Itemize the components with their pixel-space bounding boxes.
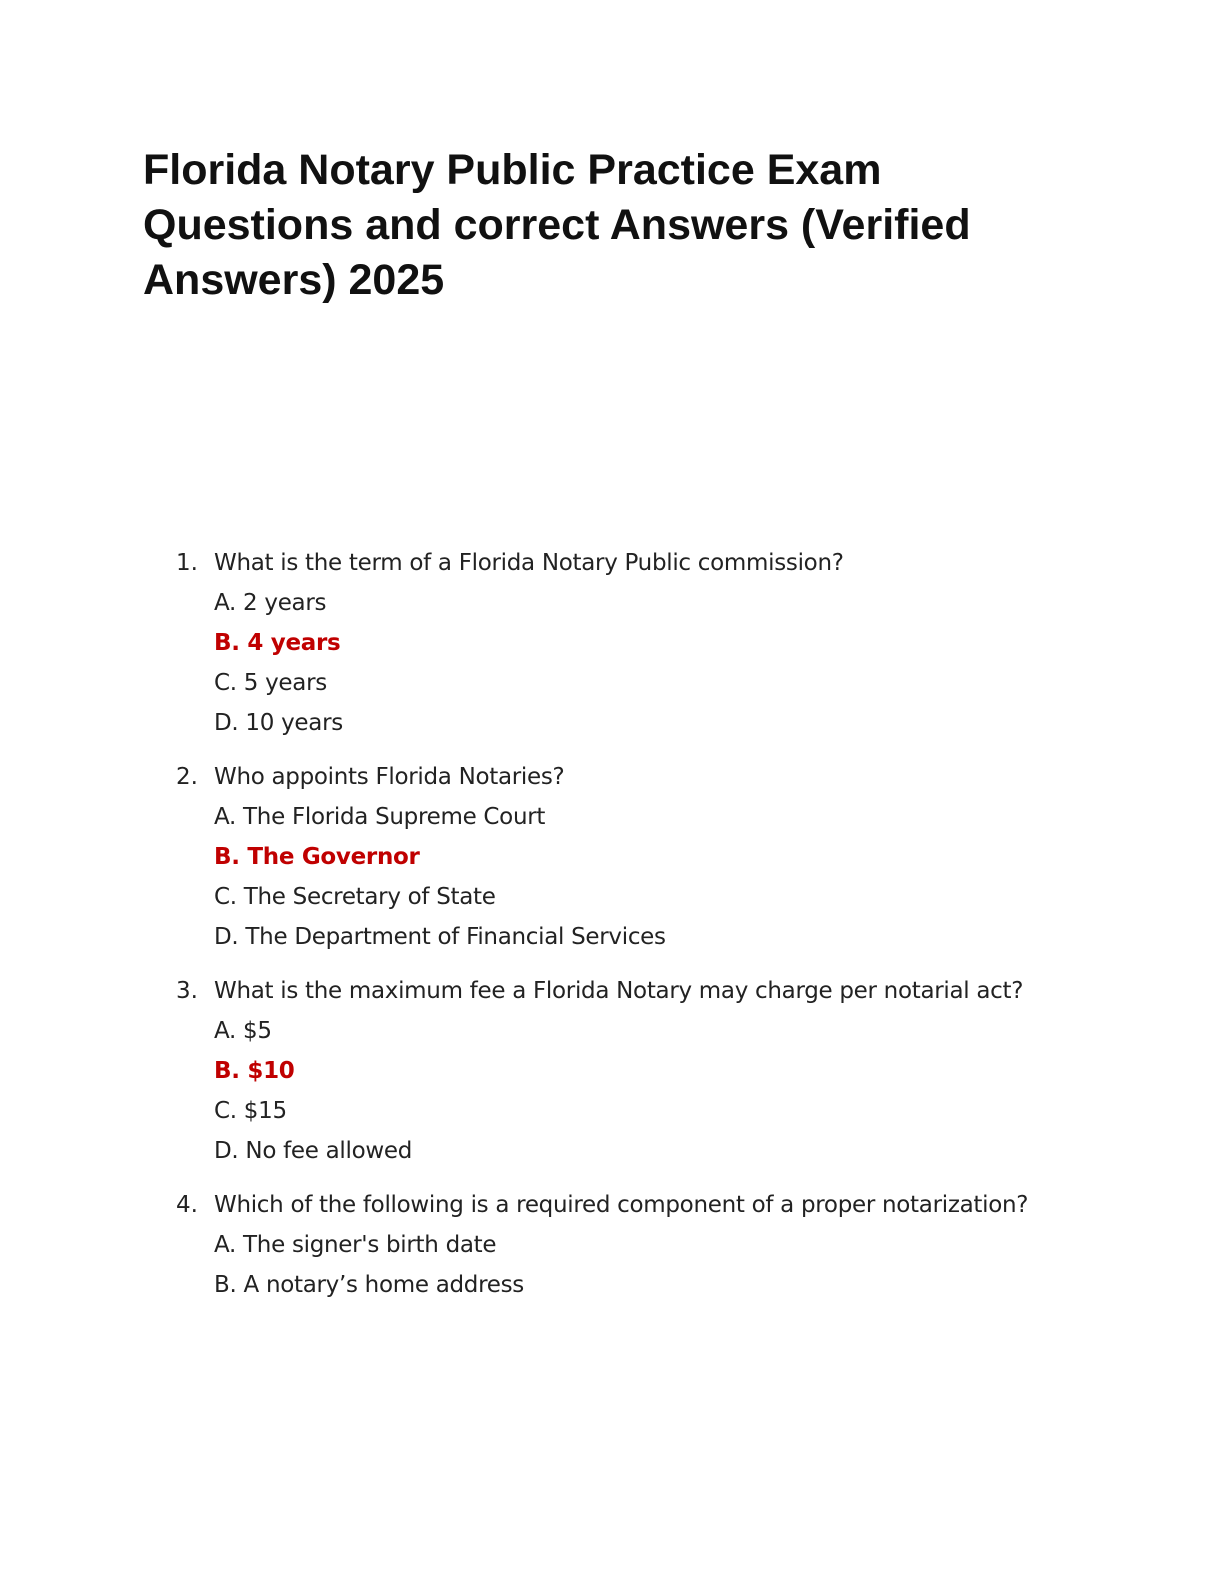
question-item	[0, 971, 1044, 1171]
answer-option: B. A notary’s home address	[214, 1272, 524, 1298]
page-title	[143, 143, 1043, 308]
answer-option: D. The Department of Financial Services	[214, 924, 666, 950]
answer-option: A. The Florida Supreme Court	[214, 804, 546, 830]
question-text: What is the maximum fee a Florida Notary may charge per notarial act?	[214, 978, 1024, 1004]
title-line: Answers) 2025	[143, 256, 445, 304]
question-item	[0, 543, 1044, 743]
answer-option: C. 5 years	[214, 670, 327, 696]
correct-answer-option: B. The Governor	[214, 844, 420, 870]
answer-option: C. The Secretary of State	[214, 884, 496, 910]
correct-answer-option: B. 4 years	[214, 630, 341, 656]
correct-answer-option: B. $10	[214, 1058, 295, 1084]
title-line: Questions and correct Answers (Verified	[143, 201, 971, 249]
question-text: Who appoints Florida Notaries?	[214, 764, 565, 790]
answer-option: C. $15	[214, 1098, 287, 1124]
title-line: Florida Notary Public Practice Exam	[143, 146, 882, 194]
question-number: 4.	[176, 1192, 198, 1218]
question-text: Which of the following is a required component of a proper notarization?	[214, 1192, 1029, 1218]
answer-option: D. 10 years	[214, 710, 343, 736]
question-text: What is the term of a Florida Notary Public commission?	[214, 550, 844, 576]
question-item	[0, 1185, 1044, 1305]
answer-option: A. $5	[214, 1018, 272, 1044]
question-item	[0, 757, 1044, 957]
answer-option: A. The signer's birth date	[214, 1232, 497, 1258]
question-number: 2.	[176, 764, 198, 790]
answer-option: A. 2 years	[214, 590, 327, 616]
answer-option: D. No fee allowed	[214, 1138, 413, 1164]
question-list	[0, 543, 1224, 1319]
question-number: 3.	[176, 978, 198, 1004]
question-number: 1.	[176, 550, 198, 576]
